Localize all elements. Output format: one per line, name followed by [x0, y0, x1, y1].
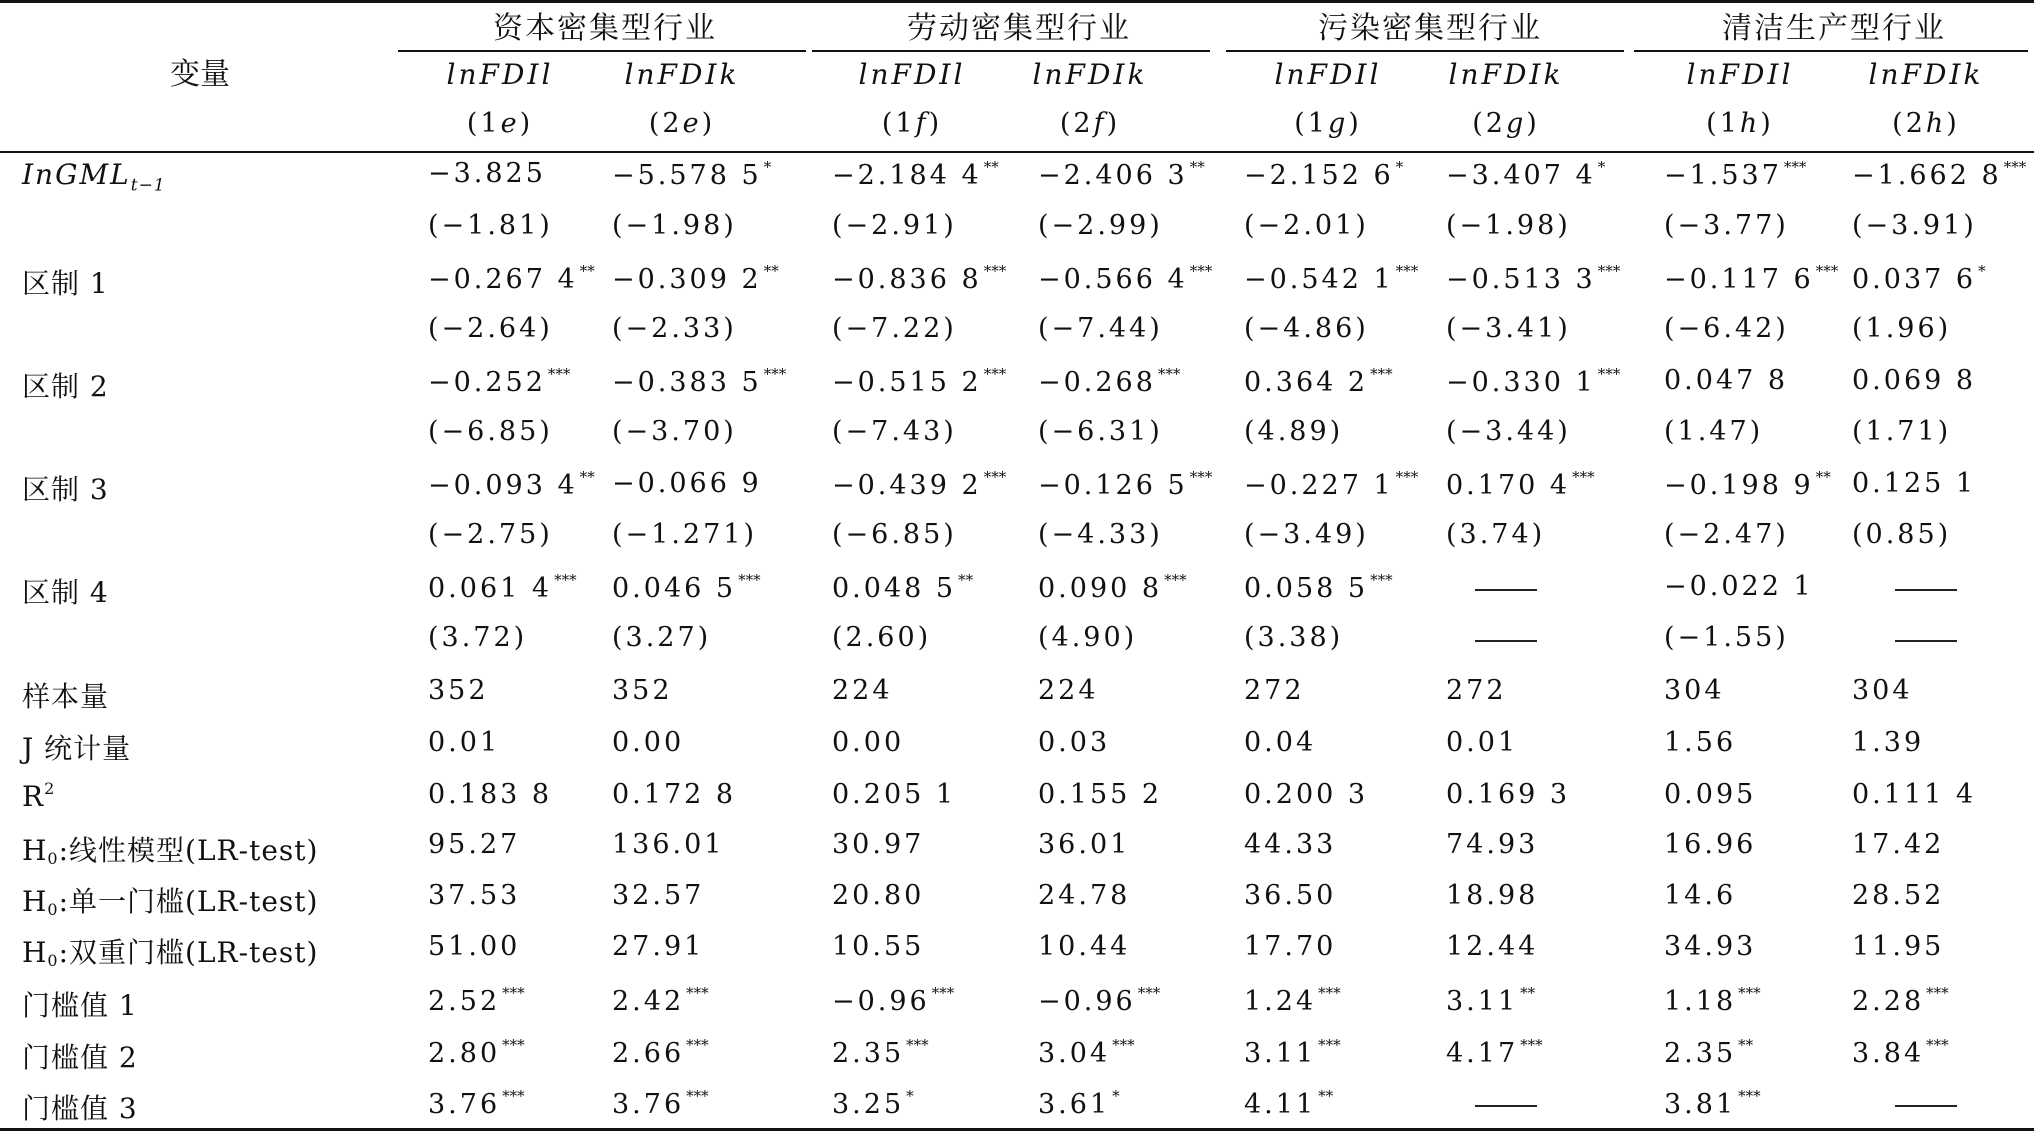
- t-stat-cell: (−2.99): [1038, 210, 1163, 241]
- stat-cell: 0.169 3: [1446, 779, 1571, 810]
- threshold-cell: 1.24 ***: [1244, 984, 1341, 1017]
- t-stat-cell: (−1.81): [428, 210, 553, 241]
- stat-cell: 27.91: [612, 931, 705, 962]
- coefficient-cell: −0.330 1 ***: [1446, 365, 1621, 398]
- t-stat-cell: (−2.75): [428, 519, 553, 550]
- stat-cell: 0.00: [832, 727, 905, 758]
- significance-stars: **: [1318, 1087, 1334, 1105]
- significance-stars: *: [1978, 262, 1986, 280]
- coefficient-cell: −0.515 2 ***: [832, 365, 1007, 398]
- t-stat-cell: (3.74): [1446, 519, 1546, 550]
- stat-cell: 20.80: [832, 880, 925, 911]
- t-stat-cell: (−6.42): [1664, 313, 1789, 344]
- h0-subscript: 0: [47, 900, 59, 919]
- coefficient-cell: −1.537 ***: [1664, 158, 1807, 191]
- coefficient-cell: 0.058 5 ***: [1244, 571, 1393, 604]
- stat-cell: 0.01: [1446, 727, 1519, 758]
- t-stat-cell: (−4.86): [1244, 313, 1369, 344]
- t-stat-cell: (−3.91): [1852, 210, 1977, 241]
- t-stat-cell: (−1.271): [612, 519, 757, 550]
- coefficient-cell: −0.268 ***: [1038, 365, 1181, 398]
- column-header-model: (1g): [1294, 108, 1362, 139]
- significance-stars: **: [763, 262, 779, 280]
- t-stat-cell: (0.85): [1852, 519, 1952, 550]
- column-header-var: lnFDIl: [1686, 58, 1794, 91]
- group-header-clean: 清洁生产型行业: [1722, 11, 1946, 46]
- stat-cell: 51.00: [428, 931, 521, 962]
- coefficient-cell: −0.439 2 ***: [832, 468, 1007, 501]
- group-underline: [812, 50, 1210, 52]
- stat-cell: 17.42: [1852, 829, 1945, 860]
- stat-cell: 224: [832, 675, 893, 706]
- t-stat-cell: (−4.33): [1038, 519, 1163, 550]
- significance-stars: **: [1520, 984, 1536, 1002]
- significance-stars: **: [1815, 468, 1831, 486]
- stat-cell: 304: [1664, 675, 1725, 706]
- t-stat-cell: (−3.70): [612, 416, 737, 447]
- coefficient-cell: −0.267 4 **: [428, 262, 595, 295]
- stat-cell: 32.57: [612, 880, 705, 911]
- coefficient-cell: −5.578 5 *: [612, 158, 772, 191]
- empty-cell-dash: [1895, 1105, 1957, 1107]
- threshold-cell: 3.11 ***: [1244, 1036, 1341, 1069]
- significance-stars: ***: [1815, 262, 1839, 280]
- t-stat-cell: (−1.98): [612, 210, 737, 241]
- significance-stars: ***: [763, 365, 787, 383]
- model-suffix: e: [682, 108, 702, 139]
- significance-stars: ***: [686, 984, 709, 1002]
- threshold-cell: 2.42 ***: [612, 984, 709, 1017]
- t-stat-cell: (−6.31): [1038, 416, 1163, 447]
- stat-cell: 272: [1446, 675, 1507, 706]
- significance-stars: **: [579, 468, 595, 486]
- coefficient-cell: −0.093 4 **: [428, 468, 595, 501]
- stat-cell: 28.52: [1852, 880, 1945, 911]
- coefficient-cell: 0.125 1: [1852, 468, 1977, 499]
- column-header-model: (1e): [466, 108, 534, 139]
- r-squared-exponent: 2: [44, 779, 56, 798]
- coefficient-cell: −0.066 9: [612, 468, 762, 499]
- coefficient-cell: 0.090 8 ***: [1038, 571, 1187, 604]
- empty-cell-dash: [1475, 589, 1537, 591]
- group-header-pollution: 污染密集型行业: [1318, 11, 1542, 46]
- stat-cell: 0.01: [428, 727, 501, 758]
- t-stat-cell: (4.89): [1244, 416, 1344, 447]
- stat-cell: 74.93: [1446, 829, 1539, 860]
- stat-cell: 10.55: [832, 931, 925, 962]
- significance-stars: ***: [1926, 984, 1949, 1002]
- variable-header: 变量: [170, 57, 230, 92]
- significance-stars: ***: [1395, 262, 1419, 280]
- stat-cell: 352: [612, 675, 673, 706]
- stat-cell: 0.172 8: [612, 779, 737, 810]
- threshold-cell: 2.35 ***: [832, 1036, 929, 1069]
- coefficient-cell: 0.170 4 ***: [1446, 468, 1595, 501]
- column-header-var: lnFDIk: [624, 58, 740, 91]
- significance-stars: ***: [1370, 571, 1393, 589]
- row-label-r-squared: $R^2$: [22, 779, 56, 813]
- coefficient-cell: −0.836 8 ***: [832, 262, 1007, 295]
- threshold-cell: −0.96 ***: [832, 984, 955, 1017]
- coefficient-cell: 0.048 5 **: [832, 571, 974, 604]
- coefficient-cell: −0.542 1 ***: [1244, 262, 1419, 295]
- column-header-var: lnFDIl: [858, 58, 966, 91]
- threshold-cell: 2.80 ***: [428, 1036, 525, 1069]
- significance-stars: ***: [1318, 1036, 1341, 1054]
- significance-stars: ***: [686, 1087, 709, 1105]
- significance-stars: ***: [1137, 984, 1161, 1002]
- stat-cell: 0.205 1: [832, 779, 957, 810]
- stat-cell: 12.44: [1446, 931, 1539, 962]
- column-header-var: lnFDIl: [1274, 58, 1382, 91]
- t-stat-cell: (1.47): [1664, 416, 1764, 447]
- stat-cell: 272: [1244, 675, 1305, 706]
- stat-cell: 1.56: [1664, 727, 1737, 758]
- t-stat-cell: (−6.85): [832, 519, 957, 550]
- threshold-cell: 3.81 ***: [1664, 1087, 1761, 1120]
- coefficient-cell: −0.513 3 ***: [1446, 262, 1621, 295]
- group-header-labor: 劳动密集型行业: [907, 11, 1131, 46]
- stat-cell: 37.53: [428, 880, 521, 911]
- stat-cell: 0.200 3: [1244, 779, 1369, 810]
- significance-stars: ***: [1164, 571, 1187, 589]
- row-label-j-statistic: J 统计量: [22, 732, 132, 765]
- threshold-cell: 3.61 *: [1038, 1087, 1120, 1120]
- ingml-subscript: t−1: [130, 175, 166, 196]
- significance-stars: **: [1738, 1036, 1754, 1054]
- column-header-var: lnFDIk: [1032, 58, 1148, 91]
- h0-subscript: 0: [47, 849, 59, 868]
- column-header-var: lnFDIk: [1448, 58, 1564, 91]
- t-stat-cell: (−2.64): [428, 313, 553, 344]
- coefficient-cell: −0.566 4 ***: [1038, 262, 1213, 295]
- t-stat-cell: (3.27): [612, 622, 712, 653]
- row-label-regime-2: 区制 2: [22, 370, 109, 403]
- coefficient-cell: 0.037 6 *: [1852, 262, 1986, 295]
- t-stat-cell: (−3.41): [1446, 313, 1571, 344]
- group-underline: [1226, 50, 1624, 52]
- significance-stars: **: [1189, 158, 1205, 176]
- coefficient-cell: 0.364 2 ***: [1244, 365, 1393, 398]
- t-stat-cell: (−6.85): [428, 416, 553, 447]
- h0-subscript: 0: [47, 951, 59, 970]
- stat-cell: 16.96: [1664, 829, 1757, 860]
- t-stat-cell: (−1.98): [1446, 210, 1571, 241]
- stat-cell: 11.95: [1852, 931, 1945, 962]
- model-suffix: g: [1327, 108, 1349, 139]
- row-label-regime-3: 区制 3: [22, 473, 109, 506]
- coefficient-cell: −0.383 5 ***: [612, 365, 787, 398]
- stat-cell: 18.98: [1446, 880, 1539, 911]
- t-stat-cell: (−3.77): [1664, 210, 1789, 241]
- t-stat-cell: (3.38): [1244, 622, 1344, 653]
- stat-cell: 0.183 8: [428, 779, 553, 810]
- coefficient-cell: 0.047 8: [1664, 365, 1789, 396]
- model-suffix: e: [500, 108, 520, 139]
- significance-stars: **: [983, 158, 999, 176]
- row-label-threshold-3: 门槛值 3: [22, 1092, 138, 1125]
- significance-stars: ***: [1157, 365, 1181, 383]
- significance-stars: ***: [1783, 158, 1807, 176]
- column-header-var: lnFDIk: [1868, 58, 1984, 91]
- row-label-ingml: [22, 158, 166, 196]
- model-suffix: h: [1925, 108, 1947, 139]
- threshold-cell: 4.17 ***: [1446, 1036, 1543, 1069]
- stat-cell: 44.33: [1244, 829, 1337, 860]
- empty-cell-dash: [1895, 589, 1957, 591]
- empty-cell-dash: [1475, 640, 1537, 642]
- t-stat-cell: (−1.55): [1664, 622, 1789, 653]
- significance-stars: ***: [1597, 262, 1621, 280]
- significance-stars: *: [763, 158, 772, 176]
- stat-cell: 34.93: [1664, 931, 1757, 962]
- stat-cell: 30.97: [832, 829, 925, 860]
- column-header-model: (1h): [1706, 108, 1774, 139]
- t-stat-cell: (−7.22): [832, 313, 957, 344]
- column-header-model: (2f): [1059, 108, 1121, 139]
- t-stat-cell: (−2.01): [1244, 210, 1369, 241]
- coefficient-cell: −2.184 4 **: [832, 158, 999, 191]
- stat-cell: 224: [1038, 675, 1099, 706]
- column-header-model: (2h): [1892, 108, 1960, 139]
- ingml-symbol: InGML: [22, 158, 131, 191]
- column-header-model: (2g): [1472, 108, 1540, 139]
- row-label-sample-size: 样本量: [22, 680, 110, 713]
- significance-stars: ***: [554, 571, 577, 589]
- header-rule: [0, 151, 2034, 153]
- top-rule: [0, 0, 2034, 3]
- significance-stars: ***: [983, 365, 1007, 383]
- significance-stars: *: [1395, 158, 1404, 176]
- significance-stars: **: [579, 262, 595, 280]
- significance-stars: ***: [502, 1036, 525, 1054]
- t-stat-cell: (3.72): [428, 622, 528, 653]
- coefficient-cell: −0.198 9 **: [1664, 468, 1831, 501]
- group-underline: [1634, 50, 2028, 52]
- significance-stars: ***: [1370, 365, 1393, 383]
- model-suffix: h: [1739, 108, 1761, 139]
- model-suffix: f: [1093, 108, 1107, 139]
- t-stat-cell: (1.96): [1852, 313, 1952, 344]
- stat-cell: 95.27: [428, 829, 521, 860]
- significance-stars: ***: [547, 365, 571, 383]
- significance-stars: ***: [1926, 1036, 1949, 1054]
- row-label-h0-double: H0:双重门槛(LR-test): [22, 936, 319, 970]
- significance-stars: ***: [738, 571, 761, 589]
- significance-stars: *: [906, 1087, 914, 1105]
- threshold-cell: 2.52 ***: [428, 984, 525, 1017]
- stat-cell: 0.155 2: [1038, 779, 1163, 810]
- threshold-cell: −0.96 ***: [1038, 984, 1161, 1017]
- threshold-cell: 3.11 **: [1446, 984, 1536, 1017]
- coefficient-cell: −0.227 1 ***: [1244, 468, 1419, 501]
- significance-stars: ***: [983, 468, 1007, 486]
- coefficient-cell: 0.046 5 ***: [612, 571, 761, 604]
- stat-cell: 10.44: [1038, 931, 1131, 962]
- stat-cell: 24.78: [1038, 880, 1131, 911]
- t-stat-cell: (−3.44): [1446, 416, 1571, 447]
- significance-stars: ***: [1189, 262, 1213, 280]
- significance-stars: ***: [1597, 365, 1621, 383]
- coefficient-cell: −3.825: [428, 158, 546, 189]
- coefficient-cell: −0.126 5 ***: [1038, 468, 1213, 501]
- coefficient-cell: −0.022 1: [1664, 571, 1814, 602]
- t-stat-cell: (−2.33): [612, 313, 737, 344]
- stat-cell: 304: [1852, 675, 1913, 706]
- coefficient-cell: −1.662 8 ***: [1852, 158, 2027, 191]
- threshold-cell: 3.84 ***: [1852, 1036, 1949, 1069]
- significance-stars: ***: [983, 262, 1007, 280]
- stat-cell: 136.01: [612, 829, 725, 860]
- coefficient-cell: −0.309 2 **: [612, 262, 779, 295]
- column-header-model: (1f): [881, 108, 943, 139]
- t-stat-cell: (−2.91): [832, 210, 957, 241]
- significance-stars: ***: [1318, 984, 1341, 1002]
- coefficient-cell: 0.069 8: [1852, 365, 1977, 396]
- significance-stars: ***: [1520, 1036, 1543, 1054]
- column-header-var: lnFDIl: [446, 58, 554, 91]
- threshold-cell: 3.76 ***: [428, 1087, 525, 1120]
- empty-cell-dash: [1895, 640, 1957, 642]
- threshold-cell: 3.04 ***: [1038, 1036, 1135, 1069]
- significance-stars: *: [1597, 158, 1606, 176]
- coefficient-cell: −3.407 4 *: [1446, 158, 1606, 191]
- stat-cell: 36.01: [1038, 829, 1131, 860]
- coefficient-cell: −0.117 6 ***: [1664, 262, 1839, 295]
- t-stat-cell: (2.60): [832, 622, 932, 653]
- significance-stars: ***: [1112, 1036, 1135, 1054]
- coefficient-cell: −0.252 ***: [428, 365, 571, 398]
- row-label-regime-4: 区制 4: [22, 576, 109, 609]
- significance-stars: ***: [1395, 468, 1419, 486]
- stat-cell: 1.39: [1852, 727, 1925, 758]
- threshold-cell: 2.28 ***: [1852, 984, 1949, 1017]
- model-suffix: g: [1505, 108, 1527, 139]
- stat-cell: 0.04: [1244, 727, 1317, 758]
- row-label-threshold-2: 门槛值 2: [22, 1041, 138, 1074]
- significance-stars: ***: [502, 1087, 525, 1105]
- t-stat-cell: (−3.49): [1244, 519, 1369, 550]
- bottom-rule: [0, 1128, 2034, 1131]
- t-stat-cell: (4.90): [1038, 622, 1138, 653]
- empty-cell-dash: [1475, 1105, 1537, 1107]
- stat-cell: 352: [428, 675, 489, 706]
- threshold-cell: 2.66 ***: [612, 1036, 709, 1069]
- significance-stars: ***: [1738, 1087, 1761, 1105]
- coefficient-cell: −2.152 6 *: [1244, 158, 1404, 191]
- t-stat-cell: (−7.44): [1038, 313, 1163, 344]
- significance-stars: ***: [906, 1036, 929, 1054]
- threshold-cell: 2.35 **: [1664, 1036, 1754, 1069]
- significance-stars: ***: [1189, 468, 1213, 486]
- t-stat-cell: (1.71): [1852, 416, 1952, 447]
- threshold-cell: 3.76 ***: [612, 1087, 709, 1120]
- stat-cell: 36.50: [1244, 880, 1337, 911]
- stat-cell: 0.111 4: [1852, 779, 1977, 810]
- row-label-h0-single: H0:单一门槛(LR-test): [22, 885, 319, 919]
- group-underline: [398, 50, 806, 52]
- significance-stars: **: [958, 571, 974, 589]
- stat-cell: 0.00: [612, 727, 685, 758]
- significance-stars: ***: [1572, 468, 1595, 486]
- t-stat-cell: (−7.43): [832, 416, 957, 447]
- significance-stars: ***: [686, 1036, 709, 1054]
- row-label-threshold-1: 门槛值 1: [22, 989, 138, 1022]
- model-suffix: f: [915, 108, 929, 139]
- threshold-cell: 1.18 ***: [1664, 984, 1761, 1017]
- column-header-model: (2e): [648, 108, 716, 139]
- threshold-cell: 3.25 *: [832, 1087, 914, 1120]
- stat-cell: 14.6: [1664, 880, 1737, 911]
- significance-stars: ***: [502, 984, 525, 1002]
- coefficient-cell: −2.406 3 **: [1038, 158, 1205, 191]
- stat-cell: 0.03: [1038, 727, 1111, 758]
- coefficient-cell: 0.061 4 ***: [428, 571, 577, 604]
- row-label-regime-1: 区制 1: [22, 267, 109, 300]
- row-label-h0-linear: H0:线性模型(LR-test): [22, 834, 319, 868]
- threshold-cell: 4.11 **: [1244, 1087, 1334, 1120]
- stat-cell: 0.095: [1664, 779, 1757, 810]
- significance-stars: ***: [931, 984, 955, 1002]
- stat-cell: 17.70: [1244, 931, 1337, 962]
- group-header-capital: 资本密集型行业: [493, 11, 717, 46]
- significance-stars: ***: [1738, 984, 1761, 1002]
- significance-stars: ***: [2003, 158, 2027, 176]
- significance-stars: *: [1112, 1087, 1120, 1105]
- t-stat-cell: (−2.47): [1664, 519, 1789, 550]
